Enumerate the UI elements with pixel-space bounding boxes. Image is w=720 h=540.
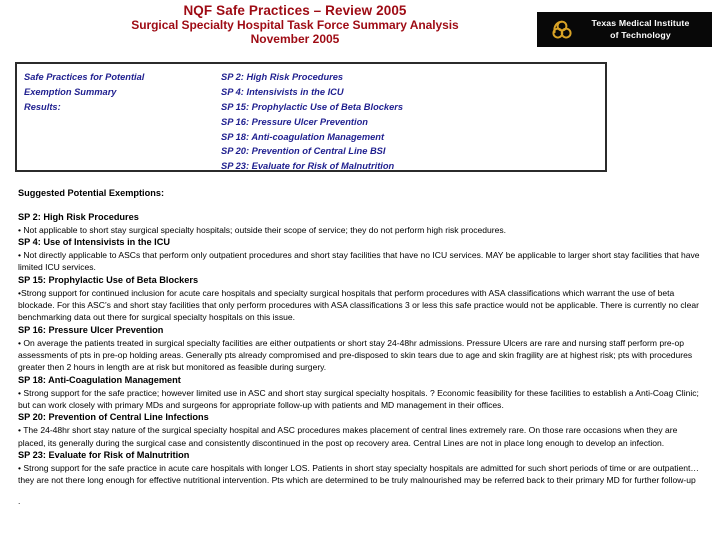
summary-results-box [15,62,607,172]
organization-logo-text [579,18,712,40]
body-content [18,187,706,507]
section-title: SP 18: Anti-Coagulation Management [18,374,181,385]
section-text: • Strong support for the safe practice in acute care hospitals with longer LOS. Patients in short stay specialty hospitals are admitted for such short periods of time or are outpatient…they are not there long enough for effective nutritional intervention. Pts which are determined to be truly malnourished may be referred back to their primary MD for further follow-up [18,462,699,486]
logo-text-line-2: of Technology [610,29,671,40]
section-text: • Not applicable to short stay surgical specialty hospitals; outside their scope of service; they do not perform high risk procedures. [18,224,507,235]
summary-label-line-2: Exemption Summary [24,86,117,97]
logo-text-line-1: Texas Medical Institute [591,18,690,29]
section-text: • Not directly applicable to ASCs that perform only outpatient procedures and short stay facilities that have no ICU services. MAY be applicable to larger short stay facilities that have limited ICU services. [18,250,700,273]
section-title: SP 2: High Risk Procedures [18,211,139,222]
section-title: SP 20: Prevention of Central Line Infections [18,412,209,423]
trailing-mark: . [18,495,21,506]
triquetra-knot-icon [545,15,579,45]
list-item: SP 18: Anti-coagulation Management [221,131,385,142]
page-header [0,0,720,56]
section-text: • The 24-48hr short stay nature of the surgical specialty hospital and ASC procedures makes placement of central lines extremely rare. On those rare occasions when they are placed, its generally during the surgical case and consistently discontinued in the post op recovery area. Central Lines are not in place long enough to develop an infection. [18,425,678,448]
body-section [18,236,706,274]
summary-safe-practice-list [210,70,605,174]
body-section [18,449,706,487]
body-section [18,211,706,236]
body-section [18,411,706,449]
section-title: SP 15: Prophylactic Use of Beta Blockers [18,274,199,285]
section-text: • On average the patients treated in surgical specialty facilities are either outpatients or short stay 24-48hr admissions. Pressure Ulcers are rare and nursing staff perform pre-op assessments of pts in pre-op holding areas. Generally pts already compromised and pre-disposed to skin tears due to age and skin fragility are at highest risk; pts with procedures greater then 2 hours in length are at risk but monitored as feasible during surgery. [18,337,693,373]
summary-label-line-3: Results: [24,101,61,112]
section-title: SP 23: Evaluate for Risk of Malnutrition [18,449,190,460]
list-item: SP 2: High Risk Procedures [221,72,344,82]
title-line-1: NQF Safe Practices – Review 2005 [183,3,407,18]
title-line-3: November 2005 [250,31,340,46]
page-title [60,3,530,46]
list-item: SP 16: Pressure Ulcer Prevention [221,116,368,127]
section-title: SP 4: Use of Intensivists in the ICU [18,237,170,248]
body-heading: Suggested Potential Exemptions: [18,188,164,198]
body-section [18,374,706,412]
section-title: SP 16: Pressure Ulcer Prevention [18,324,164,335]
heading-spacer [18,200,706,211]
body-section [18,274,706,324]
list-item: SP 15: Prophylactic Use of Beta Blockers [221,101,404,112]
summary-box-label [24,70,210,174]
organization-logo [537,12,712,47]
list-item: SP 20: Prevention of Central Line BSI [221,146,386,157]
list-item: SP 23: Evaluate for Risk of Malnutrition [221,161,395,172]
title-line-2: Surgical Specialty Hospital Task Force Summary Analysis [131,17,459,32]
list-item: SP 4: Intensivists in the ICU [221,86,344,97]
section-text: • Strong support for the safe practice; however limited use in ASC and short stay surgical specialty hospitals. ? Economic feasibility for these facilities to establish a Anti-Coag Clinic; but can work closely with primary MDs and surgeons for appropriate follow-up with patients and MD management in their offices. [18,387,699,410]
summary-label-line-1: Safe Practices for Potential [24,72,145,82]
section-text: •Strong support for continued inclusion for acute care hospitals and specialty surgical hospitals that perform procedures with ASA classifications which warrant the use of beta blockade. For this ASC’s and short stay facilities that only perform procedures with ASA classifications 3 or less this safe practice would not be applicable. There is currently no clear benchmarking data out there for surgical specialty hospitals on this issue. [18,287,699,323]
body-section [18,324,706,374]
